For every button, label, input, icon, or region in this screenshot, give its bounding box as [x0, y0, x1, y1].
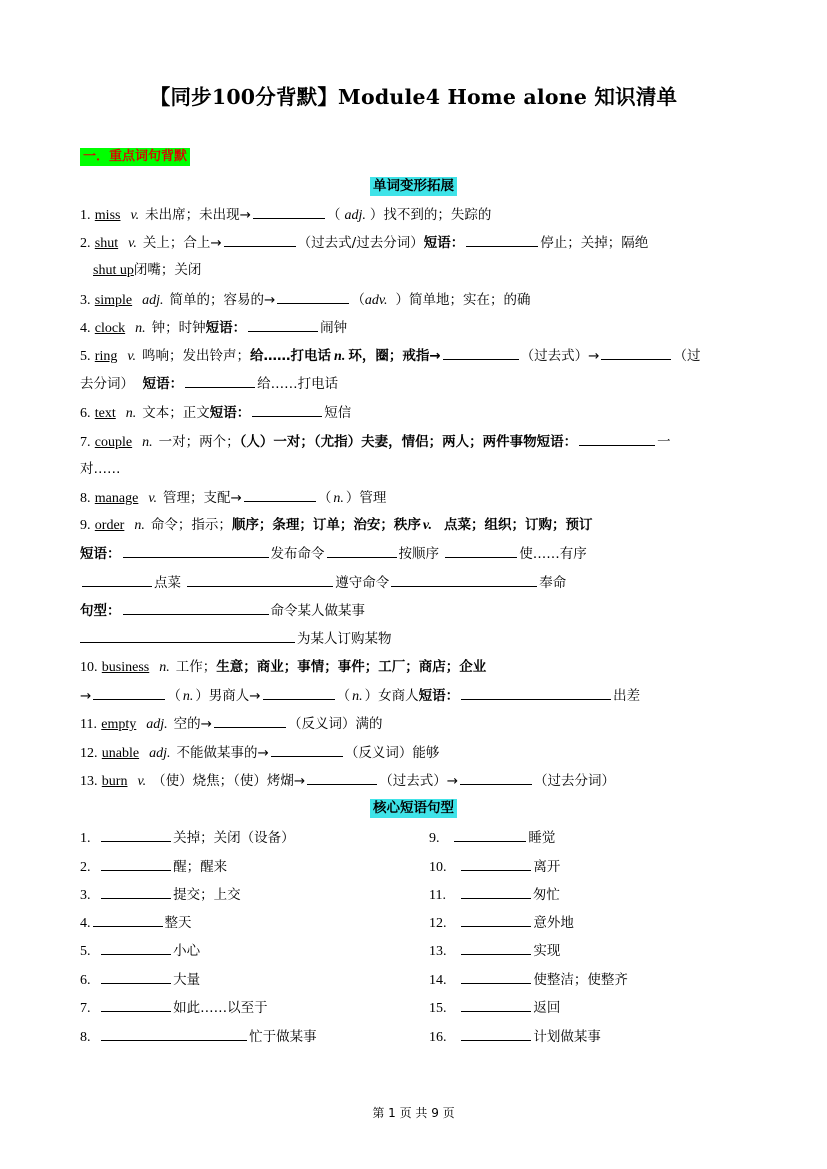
word-entry-burn: 13. burn v. （使）烧焦；（使）烤煳→ （过去式）→ （过去分词） — [80, 770, 750, 792]
word-entry-unable: 12. unable adj. 不能做某事的→ （反义词）能够 — [80, 742, 750, 764]
answer-blank[interactable] — [579, 431, 655, 446]
answer-blank[interactable] — [101, 884, 171, 899]
answer-blank[interactable] — [461, 884, 531, 899]
phrase-item: 3. 提交；上交 — [80, 884, 241, 906]
answer-blank[interactable] — [248, 317, 318, 332]
document-title: 【同步100分背默】Module4 Home alone 知识清单 — [149, 85, 678, 109]
phrase-item: 7. 如此……以至于 — [80, 997, 268, 1019]
answer-blank[interactable] — [123, 543, 269, 558]
answer-blank[interactable] — [601, 345, 671, 360]
answer-blank[interactable] — [214, 713, 286, 728]
phrase-item: 2. 醒；醒来 — [80, 856, 227, 878]
phrase-item: 13. 实现 — [429, 940, 560, 962]
answer-blank[interactable] — [101, 856, 171, 871]
answer-blank[interactable] — [391, 572, 537, 587]
word-entry-text: 6. text n. 文本；正文短语： 短信 — [80, 402, 750, 424]
answer-blank[interactable] — [307, 770, 377, 785]
answer-blank[interactable] — [253, 204, 325, 219]
answer-blank[interactable] — [460, 770, 532, 785]
section-heading-key-words: 一．重点词句背默 — [80, 148, 190, 166]
answer-blank[interactable] — [461, 685, 611, 700]
answer-blank[interactable] — [101, 940, 171, 955]
phrase-item: 11. 匆忙 — [429, 884, 560, 906]
phrase-item: 5. 小心 — [80, 940, 200, 962]
phrase-item: 9. 睡觉 — [429, 827, 555, 849]
answer-blank[interactable] — [101, 969, 171, 984]
answer-blank[interactable] — [82, 572, 152, 587]
word-entry-business-cont: → （ n. ）男商人→ （ n. ）女商人短语： 出差 — [80, 685, 750, 707]
answer-blank[interactable] — [461, 856, 531, 871]
answer-blank[interactable] — [185, 373, 255, 388]
phrase-item: 14. 使整洁；使整齐 — [429, 969, 628, 991]
word-entry-order-sentences: 句型： 命令某人做某事 — [80, 600, 750, 621]
answer-blank[interactable] — [445, 543, 517, 558]
word-entry-order: 9. order n. 命令；指示；顺序；条理；订单；治安；秩序 v. 点菜；组织；订购；预订 — [80, 517, 593, 533]
page-footer: 第 1 页 共 9 页 — [372, 1106, 455, 1120]
answer-blank[interactable] — [461, 969, 531, 984]
word-entry-ring: 5. ring v. 鸣响；发出铃声；给……打电话 n. 环，圈；戒指→ （过去式）→ （过 — [80, 345, 750, 367]
answer-blank[interactable] — [461, 1026, 531, 1041]
answer-blank[interactable] — [101, 1026, 247, 1041]
phrase-item: 1. 关掉；关闭（设备） — [80, 827, 295, 849]
word-entry-miss: 1. miss v. 未出席；未出现→ （ adj. ）找不到的；失踪的 — [80, 204, 750, 226]
answer-blank[interactable] — [252, 402, 322, 417]
word-entry-business: 10. business n. 工作；生意；商业；事情；事件；工厂；商店；企业 — [80, 659, 487, 675]
answer-blank[interactable] — [80, 628, 295, 643]
answer-blank[interactable] — [187, 572, 333, 587]
answer-blank[interactable] — [327, 543, 397, 558]
phrase-item: 10. 离开 — [429, 856, 560, 878]
answer-blank[interactable] — [123, 600, 269, 615]
subheading-core-phrases: 核心短语句型 — [0, 799, 827, 819]
phrase-item: 16. 计划做某事 — [429, 1026, 601, 1048]
phrase-item: 6. 大量 — [80, 969, 200, 991]
phrase-item: 12. 意外地 — [429, 912, 574, 934]
word-entry-shut-cont: shut up闭嘴；关闭 — [93, 262, 202, 278]
answer-blank[interactable] — [224, 232, 296, 247]
answer-blank[interactable] — [466, 232, 538, 247]
word-entry-couple: 7. couple n. 一对；两个；（人）一对；（尤指）夫妻，情侣；两人；两件事物短语： 一 — [80, 431, 750, 453]
word-entry-shut: 2. shut v. 关上；合上→ （过去式/过去分词）短语： 停止；关掉；隔绝 — [80, 232, 750, 254]
answer-blank[interactable] — [454, 827, 526, 842]
answer-blank[interactable] — [244, 487, 316, 502]
answer-blank[interactable] — [461, 912, 531, 927]
answer-blank[interactable] — [101, 827, 171, 842]
answer-blank[interactable] — [263, 685, 335, 700]
answer-blank[interactable] — [277, 289, 349, 304]
answer-blank[interactable] — [93, 912, 163, 927]
answer-blank[interactable] — [271, 742, 343, 757]
answer-blank[interactable] — [461, 940, 531, 955]
phrase-item: 4. 整天 — [80, 912, 192, 934]
answer-blank[interactable] — [443, 345, 519, 360]
subheading-word-forms: 单词变形拓展 — [0, 177, 827, 197]
answer-blank[interactable] — [93, 685, 165, 700]
word-entry-ring-cont: 去分词） 短语： 给……打电话 — [80, 373, 750, 394]
word-entry-order-phrases-2: 点菜 遵守命令 奉命 — [80, 572, 750, 593]
answer-blank[interactable] — [101, 997, 171, 1012]
phrase-item: 8. 忙于做某事 — [80, 1026, 317, 1048]
phrase-item: 15. 返回 — [429, 997, 560, 1019]
word-entry-empty: 11. empty adj. 空的→ （反义词）满的 — [80, 713, 750, 735]
answer-blank[interactable] — [461, 997, 531, 1012]
word-entry-simple: 3. simple adj. 简单的；容易的→ （adv. ）简单地；实在；的确 — [80, 289, 750, 311]
word-entry-clock: 4. clock n. 钟；时钟短语： 闹钟 — [80, 317, 750, 339]
word-entry-manage: 8. manage v. 管理；支配→ （ n. ）管理 — [80, 487, 750, 509]
word-entry-couple-cont: 对…… — [80, 461, 121, 477]
word-entry-order-phrases-1: 短语： 发布命令 按顺序 使……有序 — [80, 543, 750, 564]
word-entry-order-sentences-2: 为某人订购某物 — [80, 628, 750, 649]
